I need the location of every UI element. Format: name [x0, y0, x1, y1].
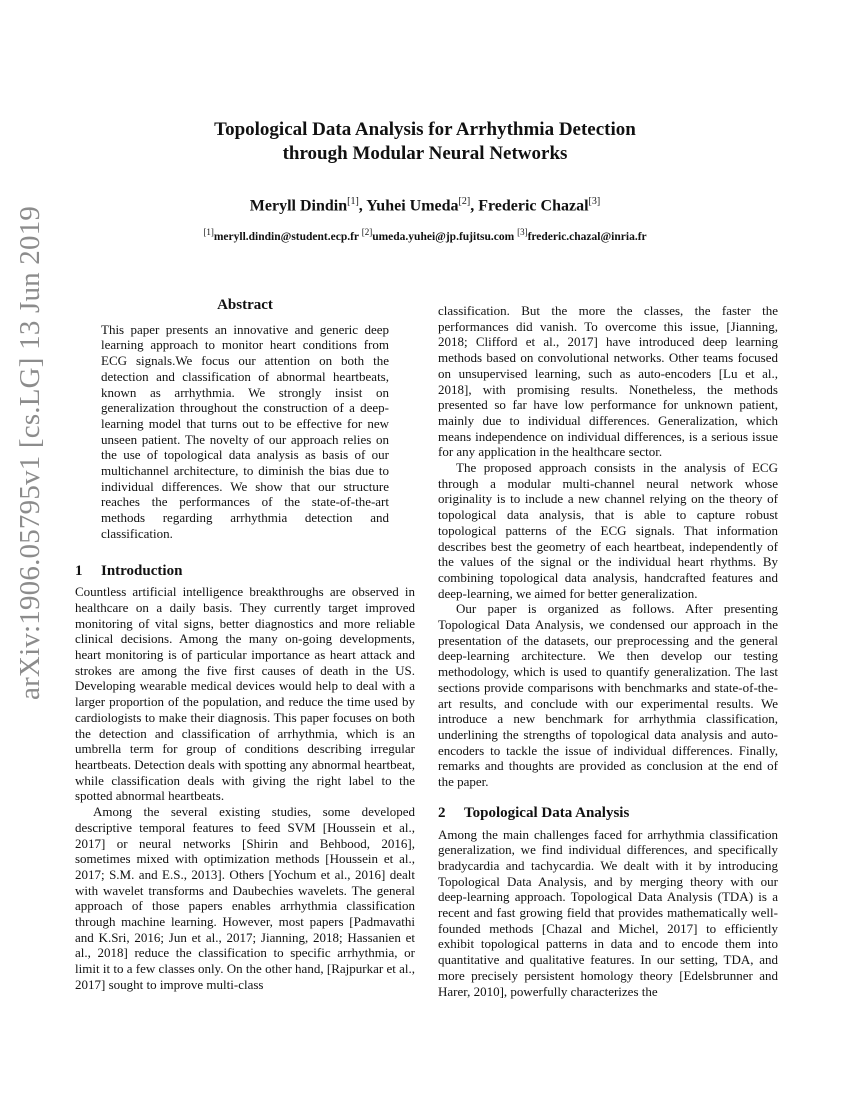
- arxiv-identifier-stamp: arXiv:1906.05795v1 [cs.LG] 13 Jun 2019: [14, 205, 46, 700]
- left-column: [75, 298, 415, 993]
- author-separator: ,: [358, 197, 367, 215]
- section-title: Topological Data Analysis: [464, 804, 630, 821]
- author-name: Frederic Chazal: [478, 197, 589, 215]
- section-heading-tda: [438, 806, 778, 822]
- abstract-text: This paper presents an innovative and generic deep learning approach to monitor heart conditions from ECG signals.We focus our attention on both the detection and classification of abnormal heartbeats, known as arrhythmia. We strongly insist on generalization throughout the construction of a deep-learning model that turns out to be effective for new unseen patient. The novelty of our approach relies on the use of topological data analysis as basis of our multichannel architecture, to diminish the bias due to individual differences. We show that our structure reaches the performances of the state-of-the-art methods regarding arrhythmia detection and classification.: [101, 321, 389, 541]
- author-list: [75, 196, 775, 215]
- section-number: 1: [75, 562, 83, 579]
- author-email: umeda.yuhei@jp.fujitsu.com: [372, 231, 515, 244]
- right-column: [438, 303, 778, 999]
- author-separator: ,: [470, 197, 479, 215]
- tda-section: [438, 806, 778, 999]
- introduction-section: [75, 564, 415, 993]
- section-title: Introduction: [101, 562, 183, 579]
- paper-title-line-1: Topological Data Analysis for Arrhythmia Detection: [214, 119, 636, 140]
- email-affiliation-mark: [3]: [517, 227, 528, 238]
- paper-title-line-2: through Modular Neural Networks: [282, 143, 568, 164]
- author-name: Meryll Dindin: [249, 197, 348, 215]
- email-affiliation-mark: [1]: [203, 227, 214, 238]
- section-number: 2: [438, 804, 446, 821]
- author-affiliation-mark: [2]: [458, 196, 471, 207]
- paragraph: Among the main challenges faced for arrhythmia classification generalization, we find individual differences, and specifically bradycardia and tachycardia. We dealt with it by introducing Topological Data Analysis, and by merging theory with our deep-learning approach. Topological Data Analysis (TDA) is a recent and fast growing field that provides mathematically well-founded methods [Chazal and Michel, 2017] to efficiently exhibit topological patterns in data and to encode them into quantitative and qualitative features. In our setting, TDA, and more precisely persistent homology theory [Edelsbrunner and Harer, 2010], powerfully characterizes the: [438, 826, 778, 999]
- abstract-section: [75, 298, 415, 542]
- author-email: frederic.chazal@inria.fr: [527, 231, 647, 244]
- paragraph-continuation: classification. But the more the classes, the faster the performances did vanish. To overcome this issue, [Jianning, 2018; Clifford et al., 2017] have introduced deep learning methods based on convolutional networks. Other teams focused on unsupervised learning, such as auto-encoders [Lu et al., 2018], with promising results. Nonetheless, the methods presented so far have low performance for unknown patient, mainly due to individual differences. Generalization, which means independence on individual differences, is a serious issue for any application in the healthcare sector.: [438, 303, 778, 460]
- abstract-heading: Abstract: [217, 297, 273, 313]
- paragraph: The proposed approach consists in the analysis of ECG through a modular multi-channel neural network whose originality is to include a new channel relying on the theory of topological data analysis, that is able to capture robust topological patterns of the ECG signals. That information describes best the geometry of each heartbeat, independently of the values of the signal or the individual heart rhythms. By combining topological data analysis, handcrafted features and deep-learning, we aimed for better generalization.: [438, 460, 778, 601]
- author-emails: [75, 227, 775, 243]
- author-affiliation-mark: [1]: [347, 196, 359, 207]
- email-affiliation-mark: [2]: [361, 227, 373, 238]
- author-email: meryll.dindin@student.ecp.fr: [213, 231, 359, 244]
- author-affiliation-mark: [3]: [588, 196, 601, 207]
- paragraph: Among the several existing studies, some developed descriptive temporal features to feed SVM [Houssein et al., 2017] or neural networks [Shirin and Behbood, 2016], sometimes mixed with optimization methods [Houssein et al., 2017; S.M. and E.S., 2013]. Others [Yochum et al., 2016] dealt with wavelet transforms and Daubechies wavelets. The general approach of those papers enables arrhythmia classification through machine learning. However, most papers [Padmavathi and K.Sri, 2016; Jun et al., 2017; Jianning, 2018; Hassanien et al., 2018] reduce the classification to specific arrhythmia, or limit it to a few classes only. On the other hand, [Rajpurkar et al., 2017] sought to improve multi-class: [75, 804, 415, 992]
- paper-title: [75, 118, 775, 166]
- paragraph: Countless artificial intelligence breakthroughs are observed in healthcare on a daily basis. They currently target improved monitoring of vital signs, better diagnostics and more reliable clinical decisions. Among the many on-going developments, heart monitoring is of particular importance as heart attack and strokes are among the five first causes of death in the US. Developing wearable medical devices would help to deal with a larger proportion of the population, and reduce the time used by cardiologists to make their diagnosis. This paper focuses on both the detection and classification of arrhythmia, which is an umbrella term for group of conditions describing irregular heartbeats. Detection deals with spotting any abnormal heartbeat, while classification deals with giving the right label to the spotted abnormal heartbeats.: [75, 584, 415, 804]
- author-name: Yuhei Umeda: [366, 197, 459, 215]
- section-heading-introduction: [75, 564, 415, 580]
- paragraph: Our paper is organized as follows. After presenting Topological Data Analysis, we condensed our approach in the presentation of the datasets, our preprocessing and the general deep-learning architecture. We then develop our testing methodology, which is used to quantify generalization. The last sections provide comparisons with benchmarks and state-of-the-art results, and conclude with our experimental results. We introduce a new benchmark for arrhythmia classification, underlining the strengths of topological data analysis and auto-encoders to tackle the issue of individual differences. Finally, remarks and thoughts are provided as conclusion at the end of the paper.: [438, 601, 778, 790]
- paper-header: [75, 118, 775, 243]
